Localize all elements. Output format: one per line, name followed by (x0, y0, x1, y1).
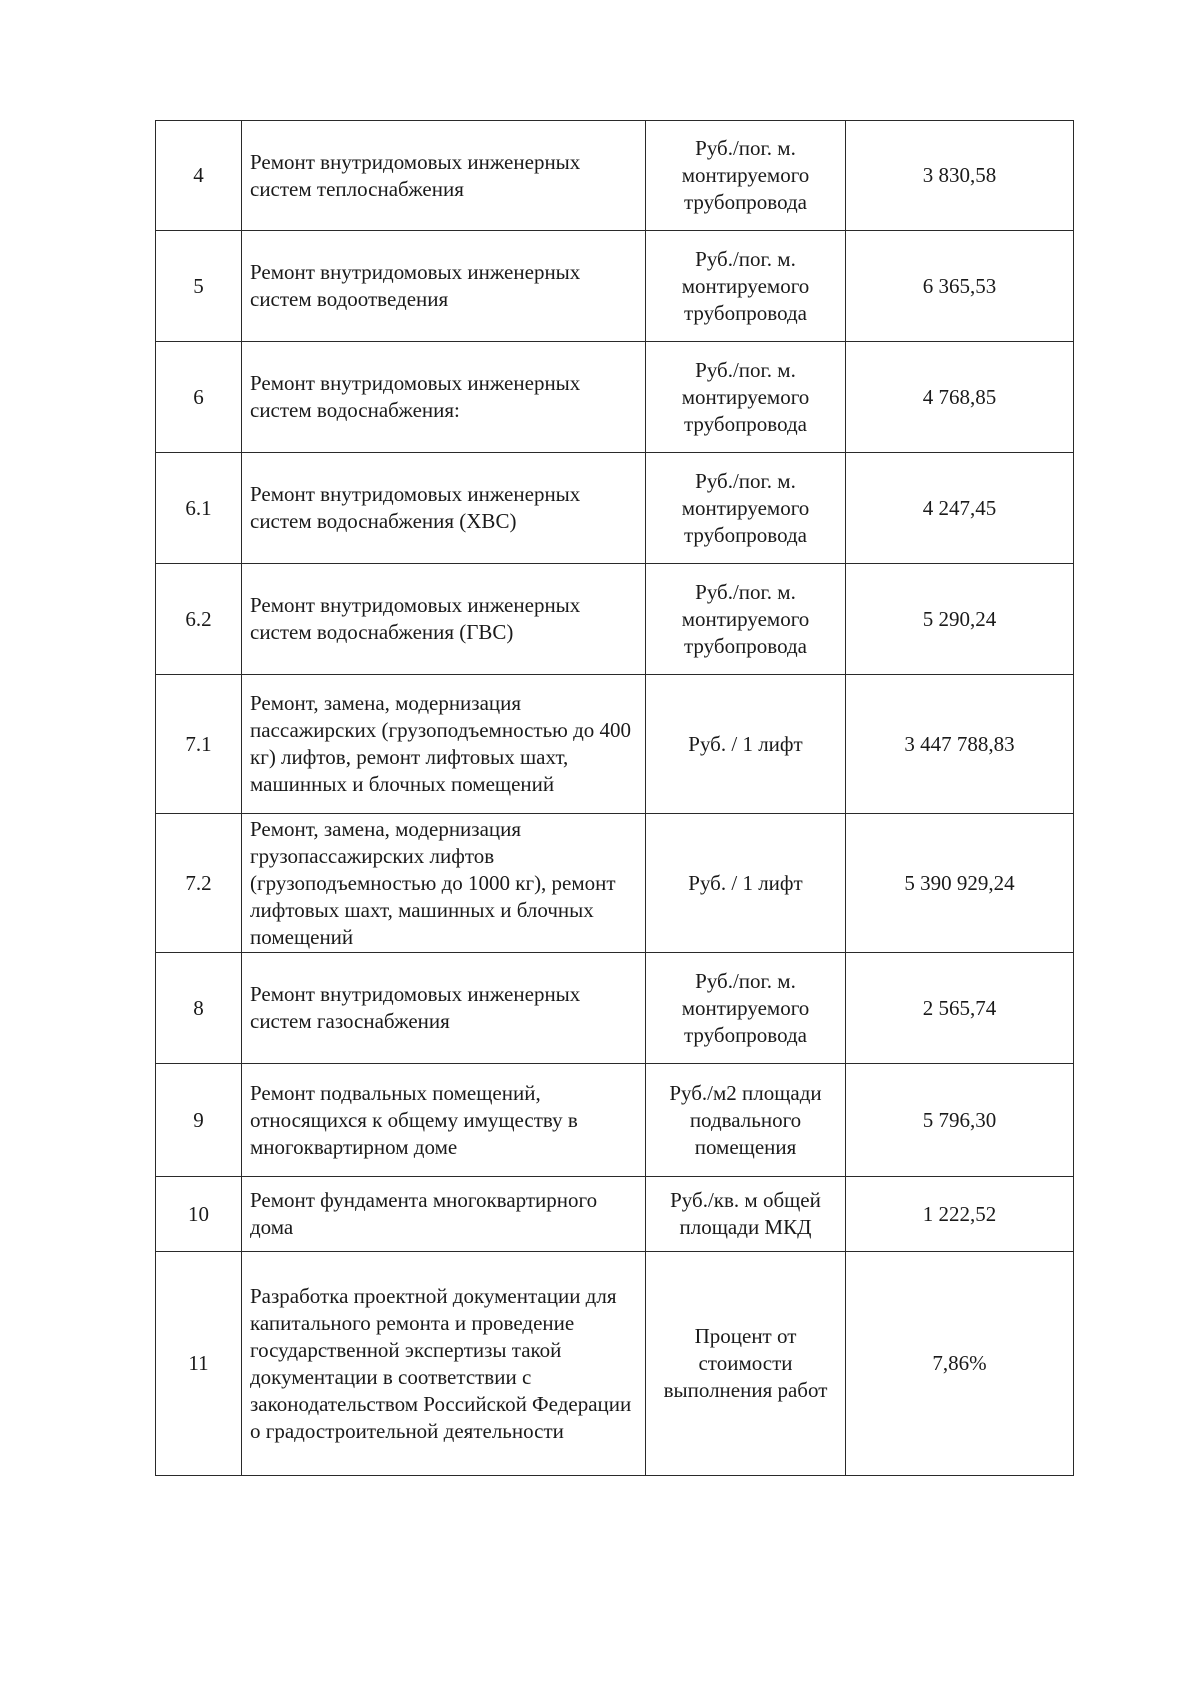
row-number: 10 (156, 1177, 242, 1252)
row-number: 6 (156, 342, 242, 453)
work-name: Ремонт внутридомовых инженерных систем водоснабжения: (242, 342, 646, 453)
cost-value: 2 565,74 (846, 953, 1074, 1064)
unit-of-measure: Руб./пог. м. монтируемого трубопровода (646, 953, 846, 1064)
work-name: Ремонт внутридомовых инженерных систем водоотведения (242, 231, 646, 342)
unit-of-measure: Руб./пог. м. монтируемого трубопровода (646, 342, 846, 453)
unit-of-measure: Руб./м2 площади подвального помещения (646, 1064, 846, 1177)
work-name: Ремонт подвальных помещений, относящихся к общему имуществу в многоквартирном доме (242, 1064, 646, 1177)
unit-of-measure: Процент от стоимости выполнения работ (646, 1252, 846, 1476)
row-number: 4 (156, 121, 242, 231)
table-row (156, 1177, 1074, 1252)
row-number: 8 (156, 953, 242, 1064)
table-row (156, 953, 1074, 1064)
row-number: 7.1 (156, 675, 242, 814)
table-row (156, 814, 1074, 953)
cost-value: 3 447 788,83 (846, 675, 1074, 814)
work-name: Ремонт внутридомовых инженерных систем водоснабжения (ГВС) (242, 564, 646, 675)
unit-of-measure: Руб./кв. м общей площади МКД (646, 1177, 846, 1252)
row-number: 6.2 (156, 564, 242, 675)
row-number: 5 (156, 231, 242, 342)
table-row (156, 1252, 1074, 1476)
table-row (156, 231, 1074, 342)
unit-of-measure: Руб./пог. м. монтируемого трубопровода (646, 231, 846, 342)
cost-value: 5 290,24 (846, 564, 1074, 675)
cost-value: 3 830,58 (846, 121, 1074, 231)
table-row (156, 1064, 1074, 1177)
table-row (156, 121, 1074, 231)
table-row (156, 675, 1074, 814)
work-name: Ремонт, замена, модернизация грузопассажирских лифтов (грузоподъемностью до 1000 кг), ремонт лифтовых шахт, машинных и блочных помещений (242, 814, 646, 953)
row-number: 7.2 (156, 814, 242, 953)
cost-value: 7,86% (846, 1252, 1074, 1476)
row-number: 6.1 (156, 453, 242, 564)
cost-value: 6 365,53 (846, 231, 1074, 342)
cost-value: 5 796,30 (846, 1064, 1074, 1177)
row-number: 11 (156, 1252, 242, 1476)
table-row (156, 342, 1074, 453)
row-number: 9 (156, 1064, 242, 1177)
unit-of-measure: Руб./пог. м. монтируемого трубопровода (646, 453, 846, 564)
table-row (156, 453, 1074, 564)
cost-value: 4 247,45 (846, 453, 1074, 564)
work-name: Ремонт фундамента многоквартирного дома (242, 1177, 646, 1252)
cost-value: 4 768,85 (846, 342, 1074, 453)
unit-of-measure: Руб./пог. м. монтируемого трубопровода (646, 121, 846, 231)
unit-of-measure: Руб./пог. м. монтируемого трубопровода (646, 564, 846, 675)
rates-table (155, 120, 1074, 1476)
unit-of-measure: Руб. / 1 лифт (646, 814, 846, 953)
cost-value: 1 222,52 (846, 1177, 1074, 1252)
work-name: Разработка проектной документации для капитального ремонта и проведение государственной экспертизы такой документации в соответствии с законодательством Российской Федерации о градостроительной деятельности (242, 1252, 646, 1476)
unit-of-measure: Руб. / 1 лифт (646, 675, 846, 814)
work-name: Ремонт внутридомовых инженерных систем газоснабжения (242, 953, 646, 1064)
table-row (156, 564, 1074, 675)
work-name: Ремонт, замена, модернизация пассажирских (грузоподъемностью до 400 кг) лифтов, ремонт лифтовых шахт, машинных и блочных помещений (242, 675, 646, 814)
work-name: Ремонт внутридомовых инженерных систем теплоснабжения (242, 121, 646, 231)
cost-value: 5 390 929,24 (846, 814, 1074, 953)
work-name: Ремонт внутридомовых инженерных систем водоснабжения (ХВС) (242, 453, 646, 564)
